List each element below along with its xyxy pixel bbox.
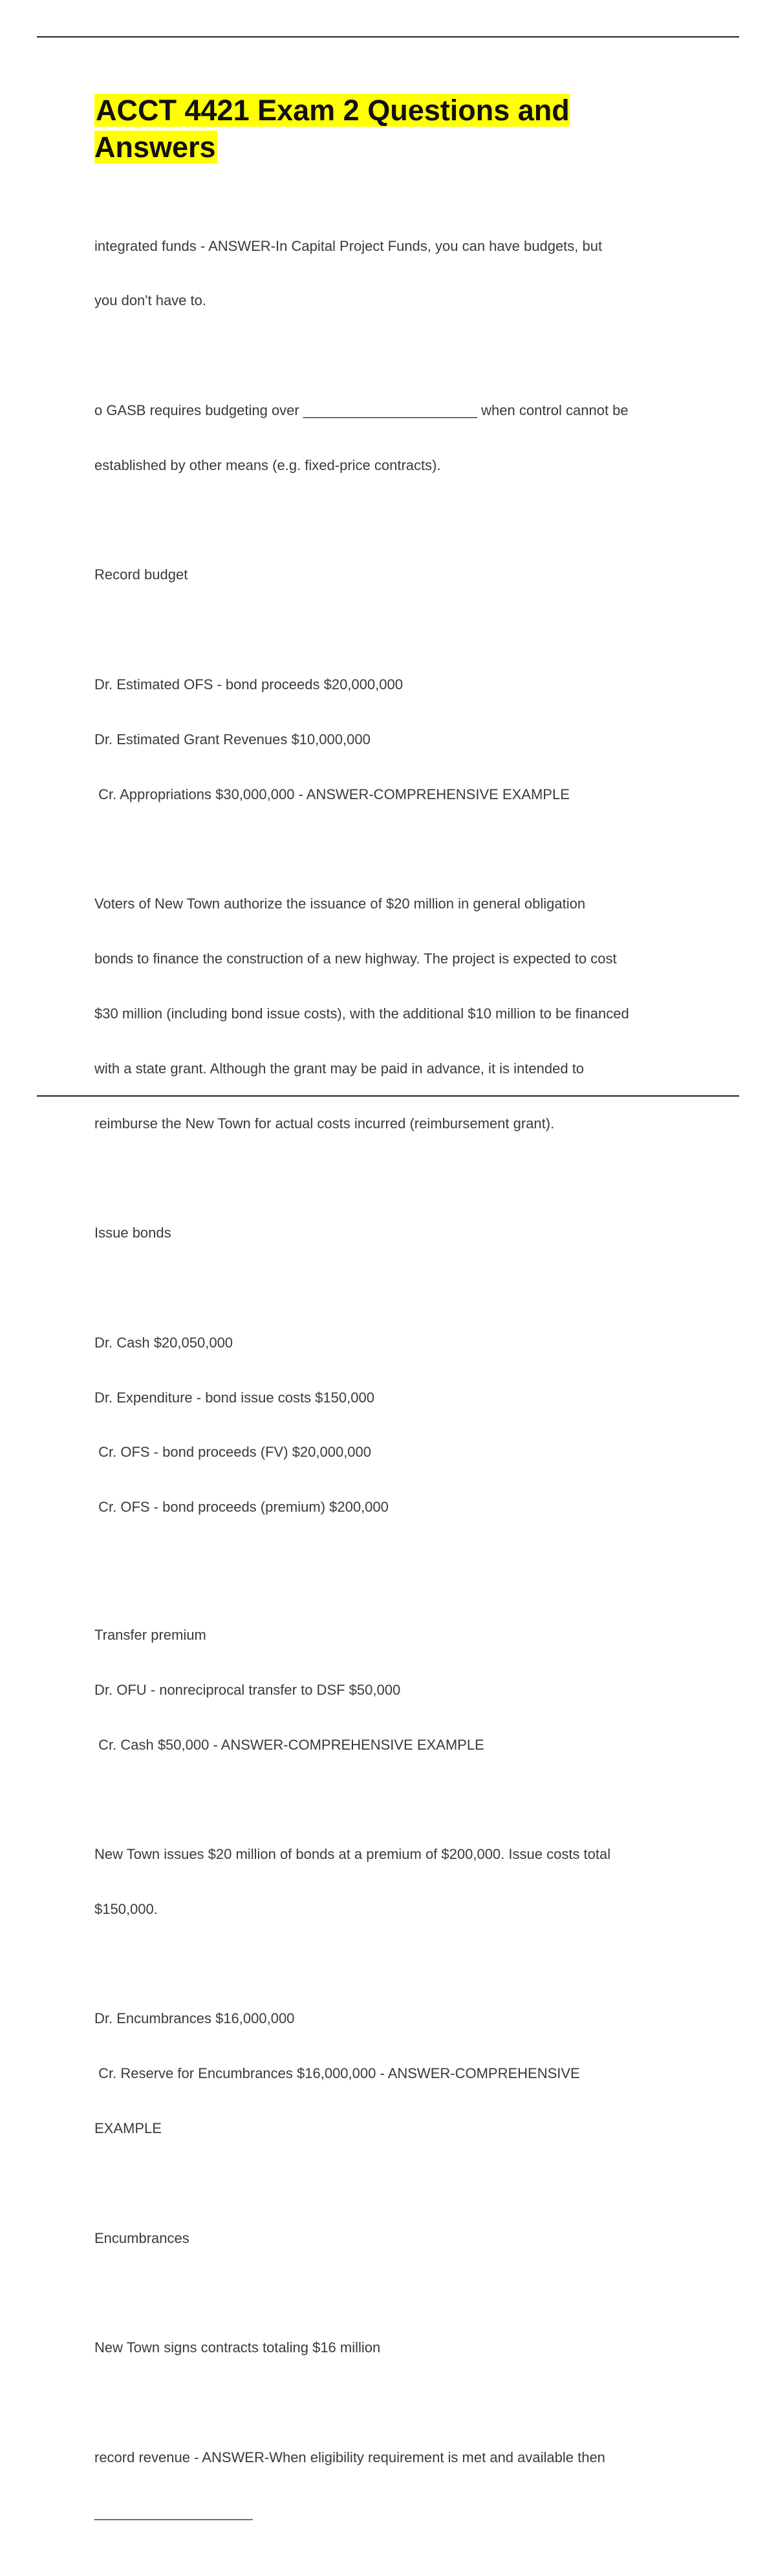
bottom-rule (37, 1095, 739, 1097)
journal-entry-line: Cr. Reserve for Encumbrances $16,000,000 - ANSWER-COMPREHENSIVE (94, 2065, 580, 2082)
text-line: o GASB requires budgeting over ______________________ when control cannot be (94, 402, 629, 418)
answer-blank-line: ____________________ (94, 2504, 253, 2520)
paragraph-voters-example (94, 859, 689, 1170)
journal-entry-line: Cr. Appropriations $30,000,000 - ANSWER-COMPREHENSIVE EXAMPLE (94, 786, 570, 802)
text-line: integrated funds - ANSWER-In Capital Project Funds, you can have budgets, but (94, 237, 603, 254)
paragraph-record-revenue (94, 2412, 689, 2558)
paragraph-new-town-issues (94, 1809, 689, 1955)
paragraph-record-budget-heading (94, 530, 689, 621)
text-line: with a state grant. Although the grant may be paid in advance, it is intended to (94, 1060, 585, 1077)
paragraph-encumbrances-heading (94, 2193, 689, 2284)
text-line: New Town issues $20 million of bonds at a premium of $200,000. Issue costs total (94, 1846, 611, 1863)
paragraph-budget-entries (94, 639, 689, 840)
text-line: $30 million (including bond issue costs), with the additional $10 million to be financed (94, 1005, 629, 1022)
title-highlight: ACCT 4421 Exam 2 Questions and Answers (94, 94, 570, 164)
journal-entry-line: Cr. Cash $50,000 - ANSWER-COMPREHENSIVE EXAMPLE (94, 1736, 484, 1753)
paragraph-issue-bonds-heading (94, 1188, 689, 1279)
journal-entry-line: Dr. Estimated OFS - bond proceeds $20,000,000 (94, 676, 403, 692)
text-line: $150,000. (94, 1900, 158, 1917)
text-line: bonds to finance the construction of a new highway. The project is expected to cost (94, 950, 617, 967)
journal-entry-line: Dr. OFU - nonreciprocal transfer to DSF $50,000 (94, 1681, 401, 1698)
text-line: Encumbrances (94, 2229, 189, 2246)
text-line: Issue bonds (94, 1225, 171, 1241)
text-line: Voters of New Town authorize the issuance of $20 million in general obligation (94, 896, 586, 912)
text-line: established by other means (e.g. fixed-price contracts). (94, 456, 441, 473)
journal-entry-line: Dr. Encumbrances $16,000,000 (94, 2010, 295, 2027)
paragraph-integrated-funds (94, 200, 689, 347)
journal-entry-line: Dr. Estimated Grant Revenues $10,000,000 (94, 731, 371, 747)
journal-entry-line: Dr. Expenditure - bond issue costs $150,000 (94, 1389, 374, 1406)
paragraph-gasb-budgeting (94, 365, 689, 511)
paragraph-issue-bonds-entries (94, 1297, 689, 1553)
text-line: Record budget (94, 566, 188, 583)
paragraph-transfer-premium (94, 1589, 689, 1790)
text-line: record revenue - ANSWER-When eligibility requirement is met and available then (94, 2449, 605, 2465)
text-line: reimburse the New Town for actual costs incurred (reimbursement grant). (94, 1115, 555, 1132)
paragraph-contracts (94, 2302, 689, 2394)
document-title (94, 92, 689, 166)
text-line: Transfer premium (94, 1626, 206, 1643)
journal-entry-line: Cr. OFS - bond proceeds (premium) $200,000 (94, 1499, 389, 1516)
paragraph-encumbrance-entries (94, 1973, 689, 2174)
top-rule (37, 36, 739, 38)
journal-entry-line: Cr. OFS - bond proceeds (FV) $20,000,000 (94, 1444, 372, 1461)
journal-entry-line: Dr. Cash $20,050,000 (94, 1334, 233, 1351)
text-line: you don't have to. (94, 292, 206, 309)
journal-entry-line: EXAMPLE (94, 2120, 162, 2137)
text-line: New Town signs contracts totaling $16 million (94, 2339, 381, 2356)
document-body (94, 92, 689, 2576)
